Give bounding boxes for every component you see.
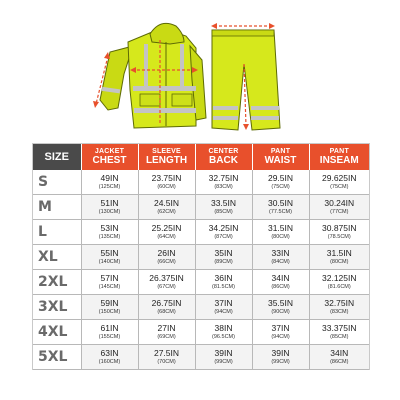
table-row [33,220,369,245]
table-row [33,320,369,345]
table-row [33,295,369,320]
size-label: 4XL [33,320,81,345]
cm-value: (60CM) [157,183,176,190]
inch-value: 34IN [330,348,349,358]
inch-value: 33.5IN [210,198,237,208]
inch-value: 34IN [271,273,290,283]
measurement-cell [309,245,369,270]
cm-value: (62CM) [157,208,176,215]
cm-value: (135CM) [98,233,121,240]
measurement-cell [309,220,369,245]
inch-value: 34.25IN [208,223,239,233]
measurement-cell [309,295,369,320]
inch-value: 57IN [100,273,119,283]
cm-value: (83CM) [214,183,233,190]
cm-value: (125CM) [98,183,121,190]
header-big: LENGTH [145,155,188,166]
cm-value: (77.5CM) [269,208,292,215]
size-label: XL [33,245,81,270]
cm-value: (99CM) [214,358,233,365]
table-row [33,345,369,370]
measurement-cell [195,320,252,345]
inch-value: 37IN [271,323,290,333]
inseam-header [309,144,369,170]
inch-value: 25.25IN [151,223,182,233]
measurement-cell [252,170,309,195]
size-label: L [33,220,81,245]
cm-value: (75CM) [271,183,290,190]
measurement-cell [138,345,195,370]
measurement-cell [309,195,369,220]
inch-value: 35.5IN [267,298,294,308]
inch-value: 31.5IN [267,223,294,233]
header-small: PANT [270,148,291,155]
cm-value: (130CM) [98,208,121,215]
header-small: CENTER [208,148,239,155]
inch-value: 24.5IN [153,198,180,208]
cm-value: (86CM) [271,283,290,290]
cm-value: (66CM) [157,258,176,265]
cm-value: (89CM) [214,258,233,265]
garment-illustration [0,0,400,140]
cm-value: (145CM) [98,283,121,290]
measurement-cell [195,295,252,320]
header-row [33,144,369,170]
inch-value: 49IN [100,173,119,183]
inch-value: 32.75IN [324,298,355,308]
measurement-cell [252,295,309,320]
inch-value: 33IN [271,248,290,258]
inch-value: 61IN [100,323,119,333]
inch-value: 37IN [214,298,233,308]
size-header: SIZE [33,144,81,170]
measurement-cell [81,345,138,370]
cm-value: (70CM) [157,358,176,365]
inch-value: 36IN [214,273,233,283]
inch-value: 29.625IN [322,173,357,183]
measurement-cell [138,245,195,270]
table-row [33,170,369,195]
cm-value: (94CM) [214,308,233,315]
measurement-cell [195,345,252,370]
inch-value: 26.375IN [149,273,184,283]
measurement-cell [195,170,252,195]
cm-value: (77CM) [330,208,349,215]
inch-value: 33.375IN [322,323,357,333]
back-header [195,144,252,170]
cm-value: (67CM) [157,283,176,290]
measurement-cell [309,345,369,370]
inch-value: 26IN [157,248,176,258]
inch-value: 63IN [100,348,119,358]
measurement-cell [309,320,369,345]
measurement-cell [81,170,138,195]
inch-value: 31.5IN [326,248,352,258]
cm-value: (68CM) [157,308,176,315]
table-row [33,270,369,295]
header-small: JACKET [94,148,125,155]
cm-value: (80CM) [271,233,290,240]
cm-value: (85CM) [214,208,233,215]
measurement-cell [195,195,252,220]
measurement-cell [81,220,138,245]
measurement-cell [252,320,309,345]
measurement-cell [252,270,309,295]
inch-value: 32.75IN [208,173,239,183]
header-small: SLEEVE [152,148,181,155]
header-big: INSEAM [319,155,359,166]
cm-value: (81.6CM) [327,283,351,290]
cm-value: (83CM) [330,308,349,315]
inch-value: 30.875IN [322,223,357,233]
measurement-cell [252,245,309,270]
cm-value: (84CM) [271,258,290,265]
inch-value: 30.5IN [267,198,294,208]
measurement-cell [138,195,195,220]
cm-value: (81.5CM) [212,283,235,290]
cm-value: (160CM) [98,358,121,365]
cm-value: (94CM) [271,333,290,340]
inch-value: 35IN [214,248,233,258]
header-big: BACK [209,155,238,166]
measurement-cell [81,245,138,270]
measurement-cell [252,220,309,245]
inch-value: 38IN [214,323,233,333]
measurement-cell [138,295,195,320]
measurement-cell [138,220,195,245]
inch-value: 39IN [271,348,290,358]
table-row [33,195,369,220]
header-big: CHEST [92,155,127,166]
rain-jacket-icon [100,23,206,128]
inch-value: 51IN [100,198,119,208]
inch-value: 23.75IN [151,173,182,183]
inch-value: 32.125IN [322,273,357,283]
cm-value: (155CM) [98,333,121,340]
size-rows [33,170,369,370]
measurement-cell [195,270,252,295]
size-chart [32,143,370,370]
measurement-cell [81,195,138,220]
cm-value: (99CM) [271,358,290,365]
chest-header [81,144,138,170]
inch-value: 59IN [100,298,119,308]
measurement-cell [138,170,195,195]
inch-value: 29.5IN [267,173,294,183]
measurement-cell [138,270,195,295]
cm-value: (96.5CM) [212,333,235,340]
cm-value: (140CM) [98,258,121,265]
cm-value: (85CM) [330,333,349,340]
inch-value: 27IN [157,323,176,333]
table-row [33,245,369,270]
cm-value: (150CM) [98,308,121,315]
measurement-cell [195,220,252,245]
measurement-cell [309,270,369,295]
size-label: M [33,195,81,220]
cm-value: (69CM) [157,333,176,340]
size-label: 2XL [33,270,81,295]
inch-value: 53IN [100,223,119,233]
inch-value: 26.75IN [151,298,182,308]
header-small: PANT [329,148,349,155]
header-big: WAIST [264,155,297,166]
cm-value: (78.5CM) [327,233,351,240]
cm-value: (64CM) [157,233,176,240]
measurement-cell [309,170,369,195]
measurement-cell [81,270,138,295]
size-label: S [33,170,81,195]
sleeve-header [138,144,195,170]
measurement-cell [138,320,195,345]
measurement-cell [195,245,252,270]
inch-value: 39IN [214,348,233,358]
inch-value: 30.24IN [324,198,355,208]
cm-value: (75CM) [330,183,349,190]
measurement-cell [81,320,138,345]
waist-header [252,144,309,170]
size-label: 5XL [33,345,81,370]
inch-value: 27.5IN [153,348,180,358]
cm-value: (80CM) [330,258,349,265]
cm-value: (86CM) [330,358,349,365]
cm-value: (90CM) [271,308,290,315]
size-chart-table [33,144,369,370]
measurement-cell [252,195,309,220]
size-label: 3XL [33,295,81,320]
measurement-cell [81,295,138,320]
inch-value: 55IN [100,248,119,258]
cm-value: (87CM) [214,233,233,240]
measurement-cell [252,345,309,370]
